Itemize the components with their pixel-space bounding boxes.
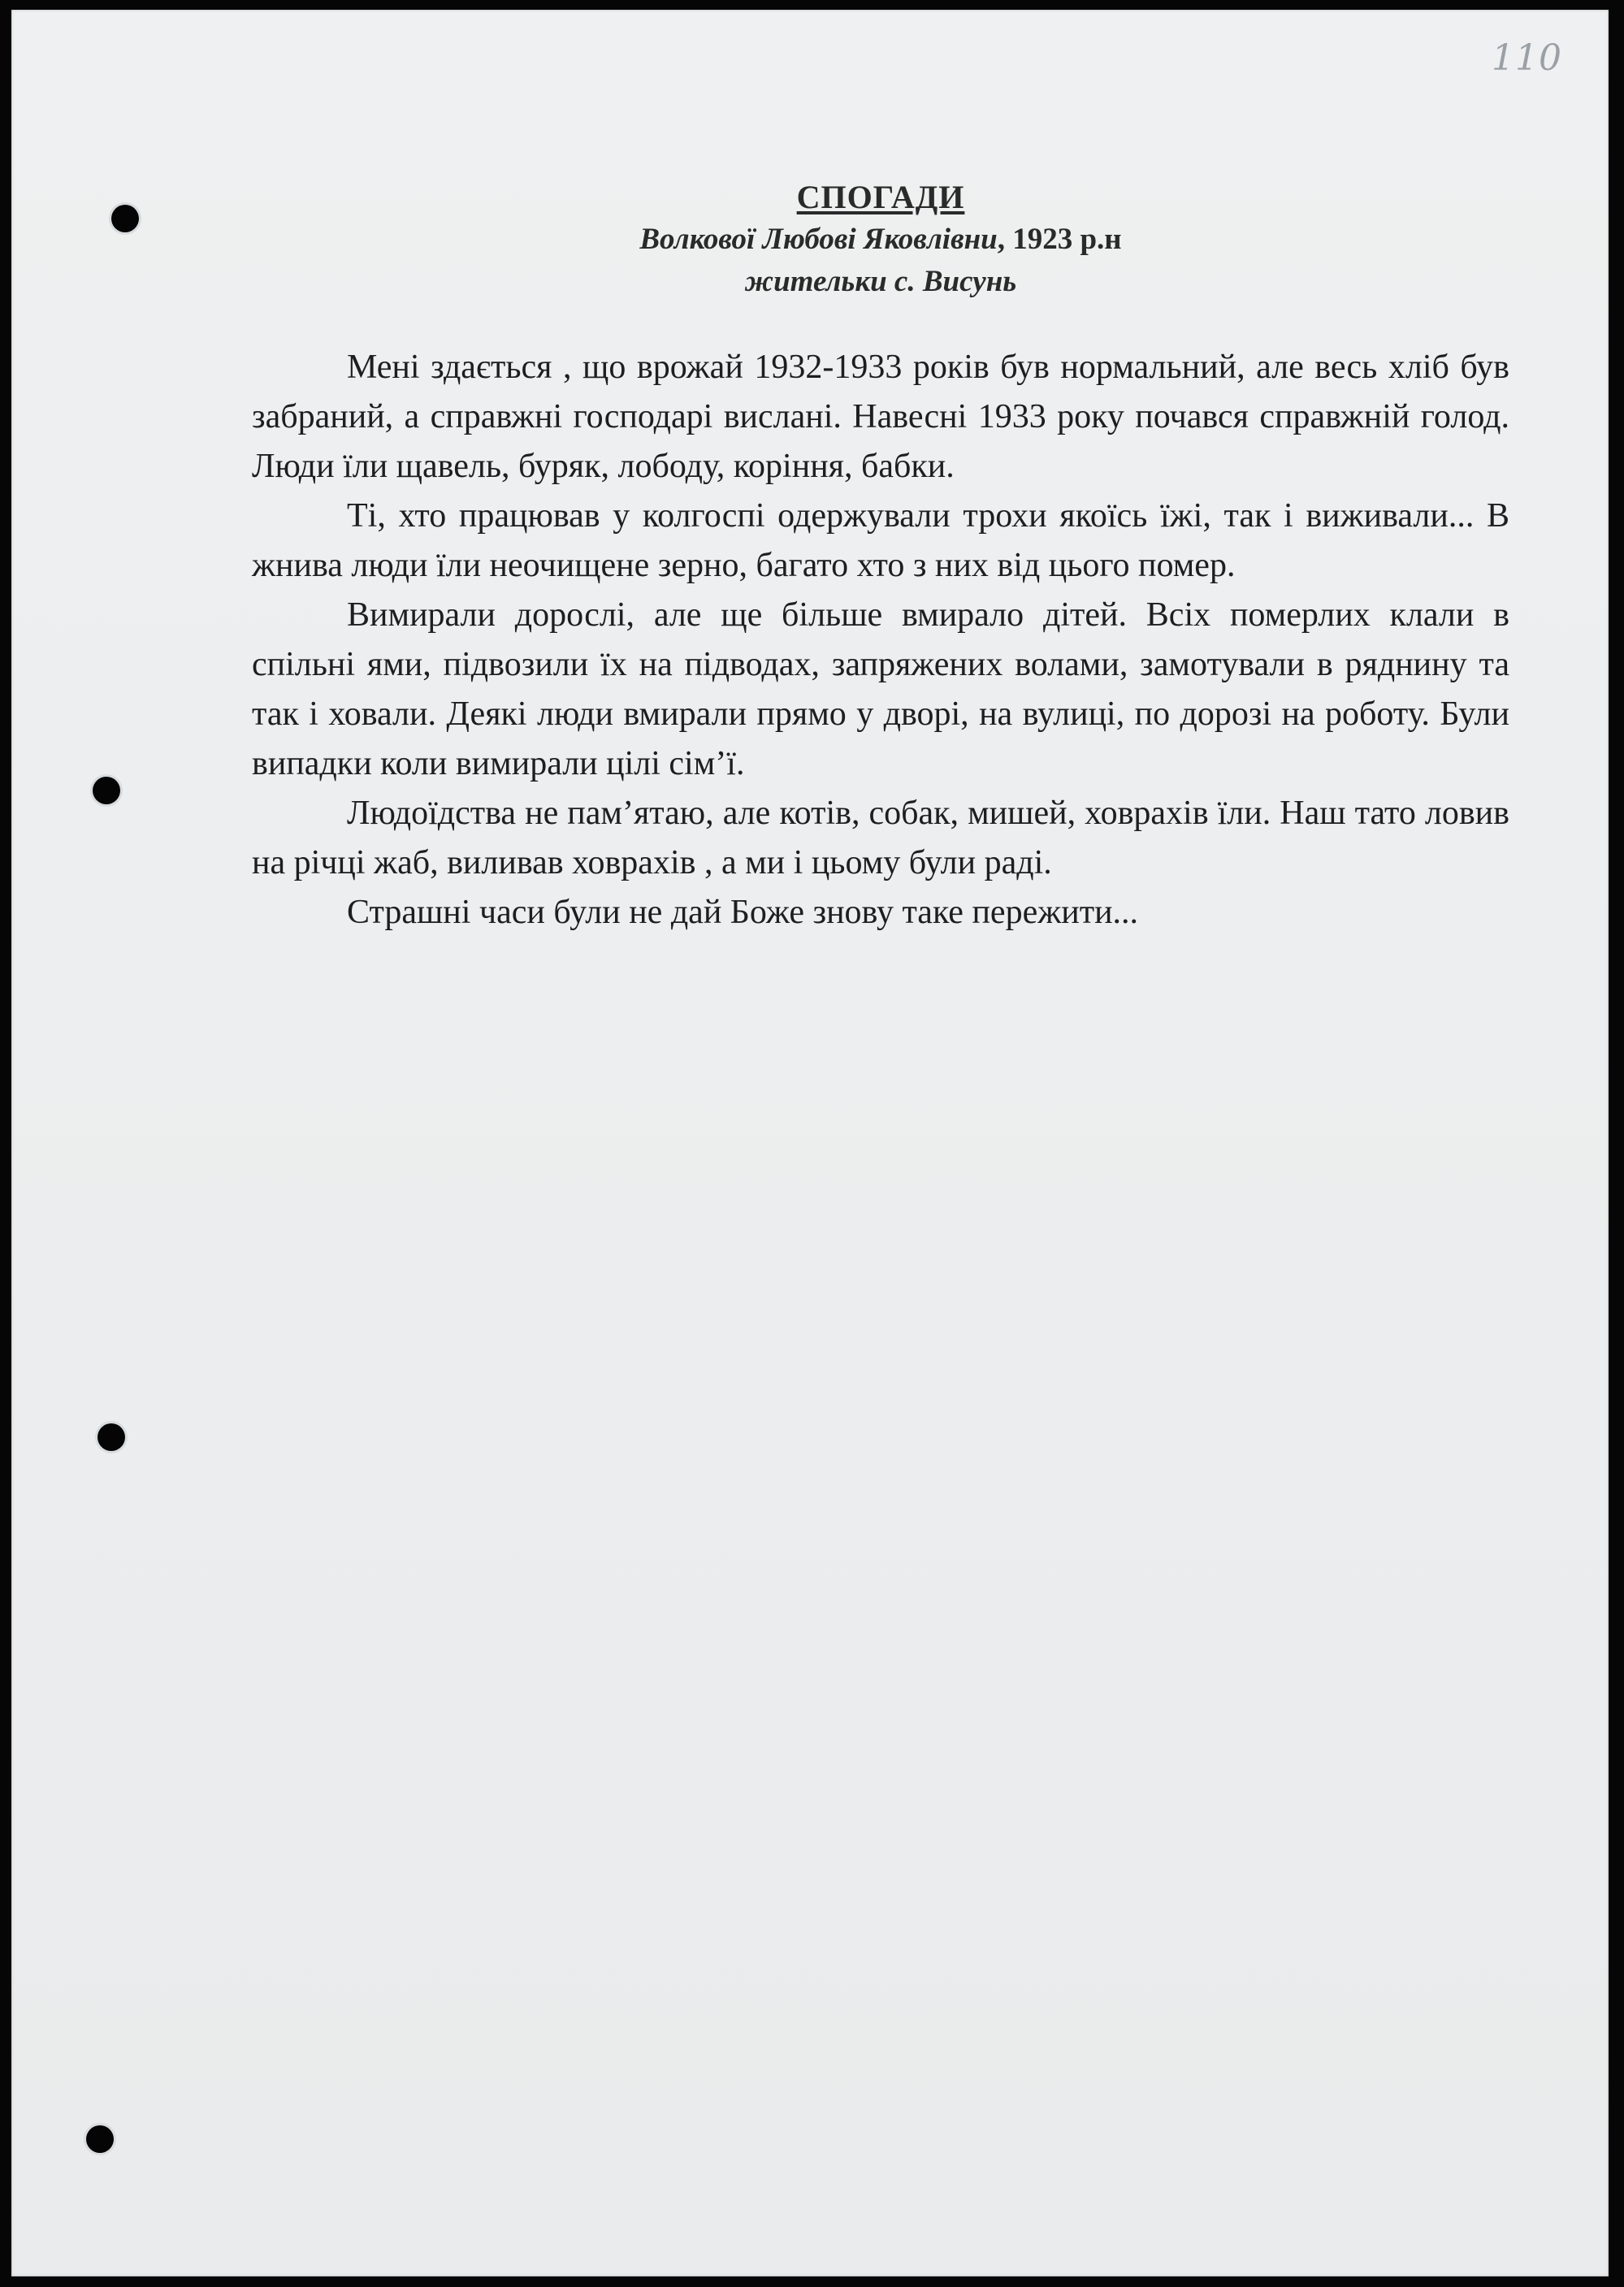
author-birth-year: , 1923 р.н	[997, 223, 1122, 256]
paragraph: Страшні часи були не дай Боже знову таке пережити...	[347, 894, 1139, 931]
punch-hole-icon	[97, 1423, 125, 1451]
document-header	[11, 176, 1624, 303]
paragraph: Ті, хто працював у колгоспі одержували трохи якоїсь їжі, так і виживали... В жнива люди їли неочищене зерно, багато хто з них від цього помер.	[252, 497, 1509, 584]
paragraph: Вимирали дорослі, але ще більше вмирало дітей. Всіх померлих клали в спільні ями, підвозили їх на підводах, запряжених волами, замотували в ряднину та так і ховали. Деякі люди вмирали прямо у дворі, на вулиці, по дорозі на роботу. Були випадки коли вимирали цілі сім’ї.	[252, 596, 1509, 782]
memoir-body	[252, 343, 1509, 938]
paragraph: Мені здається , що врожай 1932-1933 років був нормальний, але весь хліб був забраний, а справжні господарі вислані. Навесні 1933 року почався справжній голод. Люди їли щавель, буряк, лободу, коріння, бабки.	[252, 349, 1509, 485]
document-title: СПОГАДИ	[796, 179, 965, 215]
punch-hole-icon	[93, 777, 120, 804]
document-page	[11, 10, 1609, 2276]
author-name: Волкової Любові Яковлівни	[639, 223, 998, 256]
author-name-line	[11, 219, 1624, 261]
punch-hole-icon	[86, 2125, 114, 2153]
handwritten-page-number: 110	[1492, 37, 1562, 79]
author-residence: жительки с. Висунь	[744, 265, 1017, 298]
paragraph: Людоїдства не пам’ятаю, але котів, собак, мишей, ховрахів їли. Наш тато ловив на річці жаб, виливав ховрахів , а ми і цьому були раді.	[252, 795, 1509, 881]
